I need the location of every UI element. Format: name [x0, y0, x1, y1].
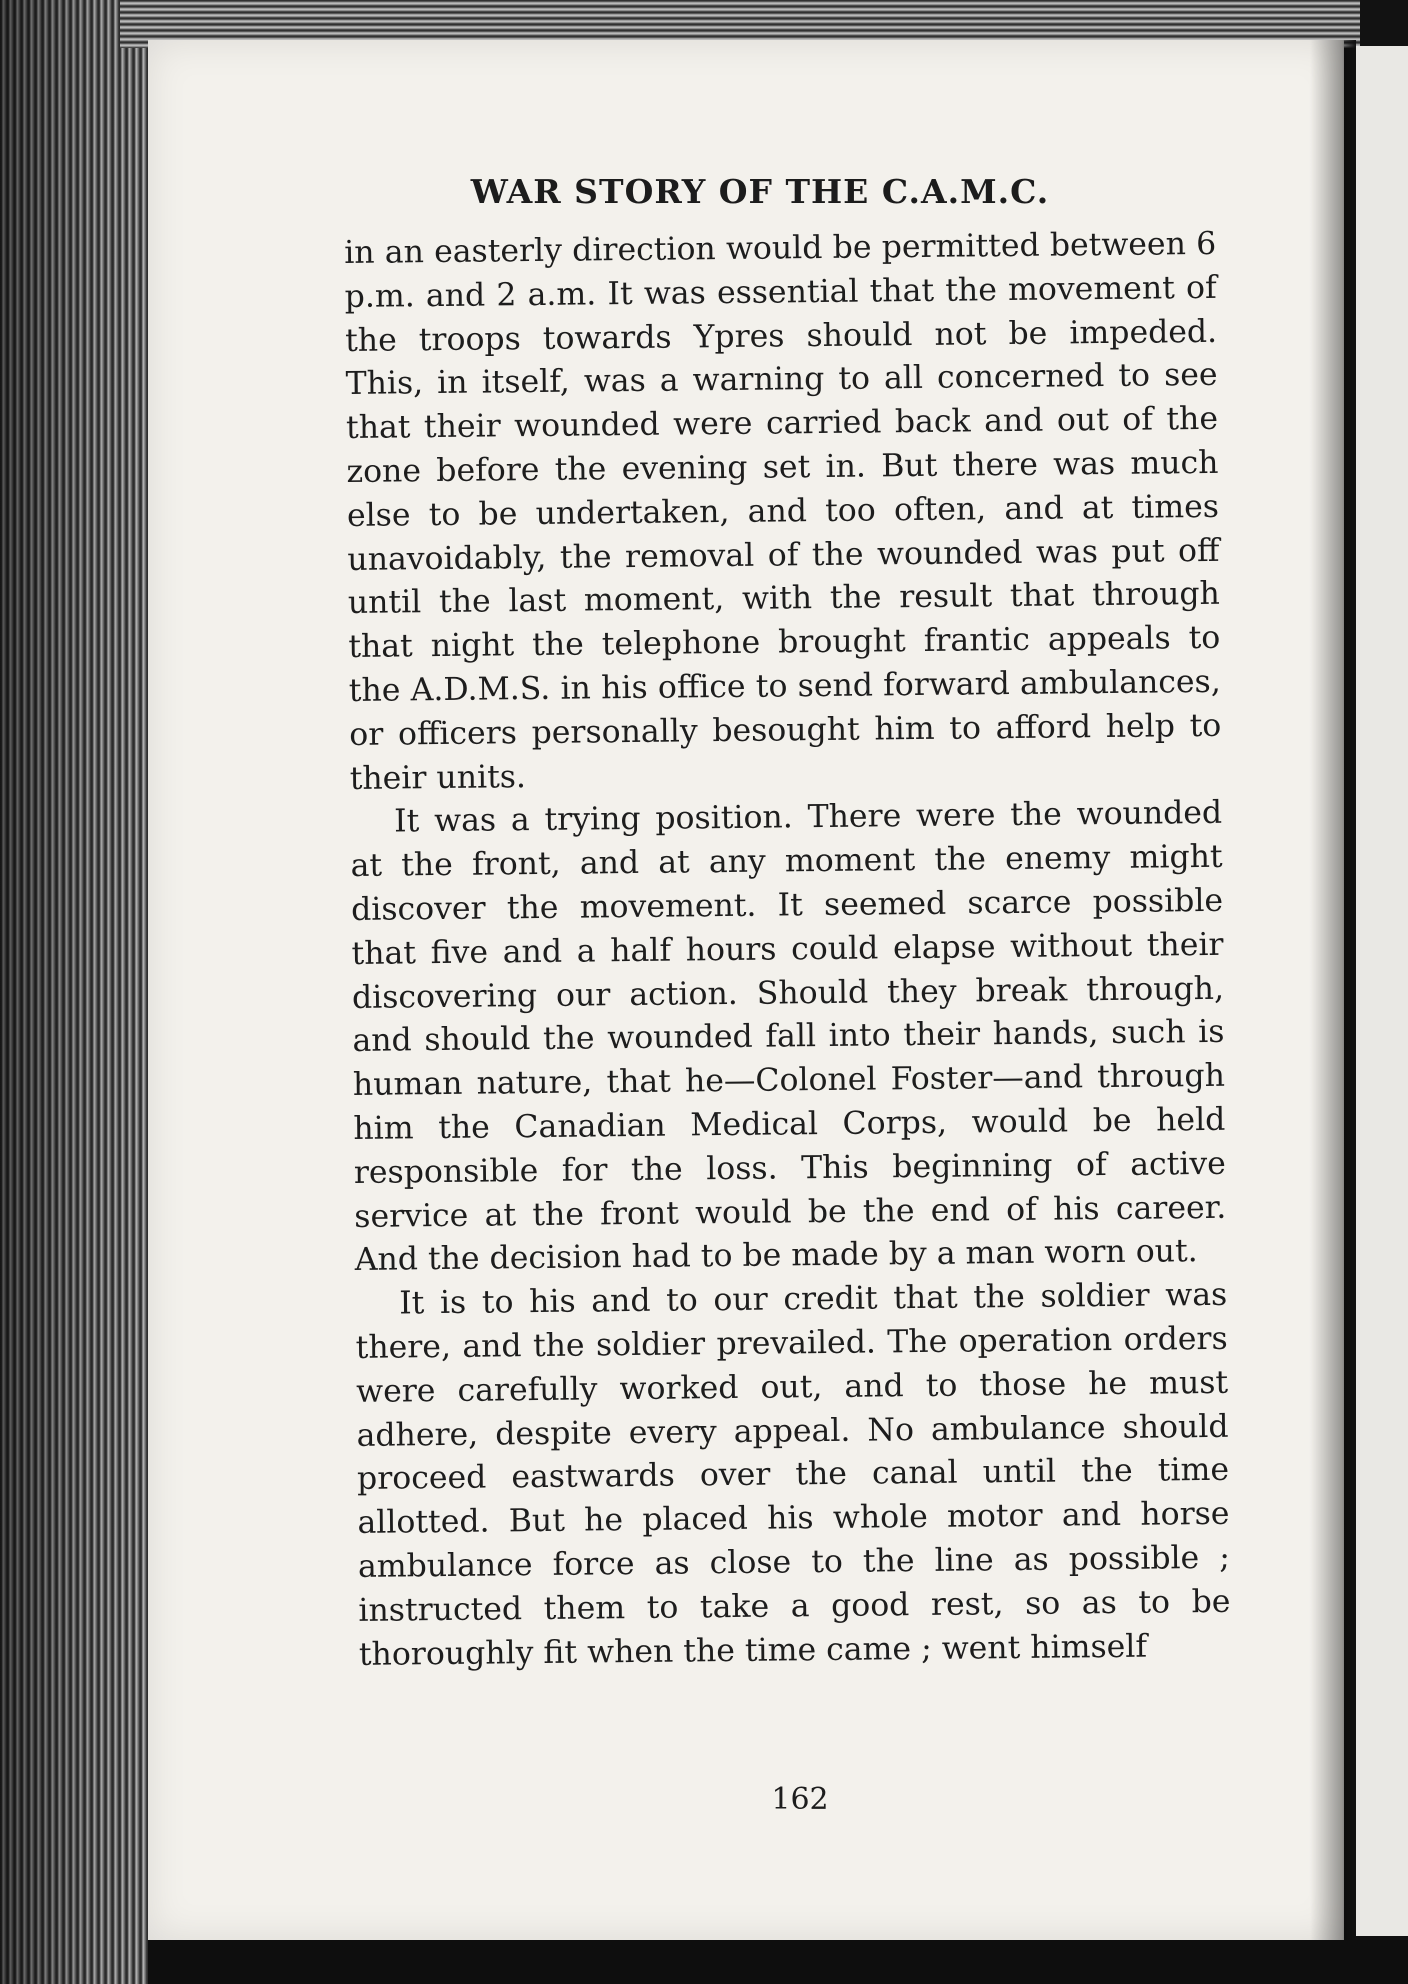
paragraph: in an easterly direction would be permitted between 6 p.m. and 2 a.m. It was essential that the movement of the troops towards Ypres should not be impeded. This, in itself, was a warning to all concerned to see that their wounded were carried back and out of the zone before the evening set in. But there was much else to be undertaken, and too often, and at times unavoidably, the removal of the wounded was put off until the last moment, with the result that through that night the telephone brought frantic appeals to the A.D.M.S. in his office to send forward ambulances, or officers personally besought him to afford help to their units.: [344, 225, 1222, 797]
facing-page-edge: [1356, 46, 1408, 1936]
page-edges-shadow: [0, 0, 160, 1984]
running-head: WAR STORY OF THE C.A.M.C.: [470, 172, 1050, 211]
page-number: 162: [771, 1782, 829, 1817]
gutter-shadow: [1310, 40, 1356, 1940]
bottom-edge: [148, 1940, 1408, 1984]
paragraph: It is to his and to our credit that the soldier was there, and the soldier prevailed. The operation orders were carefully worked out, and to those he must adhere, despite every appeal. No ambulance should proceed eastwards over the canal until the time allotted. But he placed his whole motor and horse ambulance force as close to the line as possible ; instructed them to take a good rest, so as to be thoroughly fit when the time came ; went himself: [355, 1276, 1231, 1673]
paragraph: It was a trying position. There were the wounded at the front, and at any moment the enemy might discover the movement. It seemed scarce possible that five and a half hours could elapse without their discovering our action. Should they break through, and should the wounded fall into their hands, such is human nature, that he—Colonel Foster—and through him the Canadian Medical Corps, would be held responsible for the loss. This beginning of active service at the front would be the end of his career. And the decision had to be made by a man worn out.: [350, 795, 1227, 1279]
body-text: [344, 223, 1231, 1677]
